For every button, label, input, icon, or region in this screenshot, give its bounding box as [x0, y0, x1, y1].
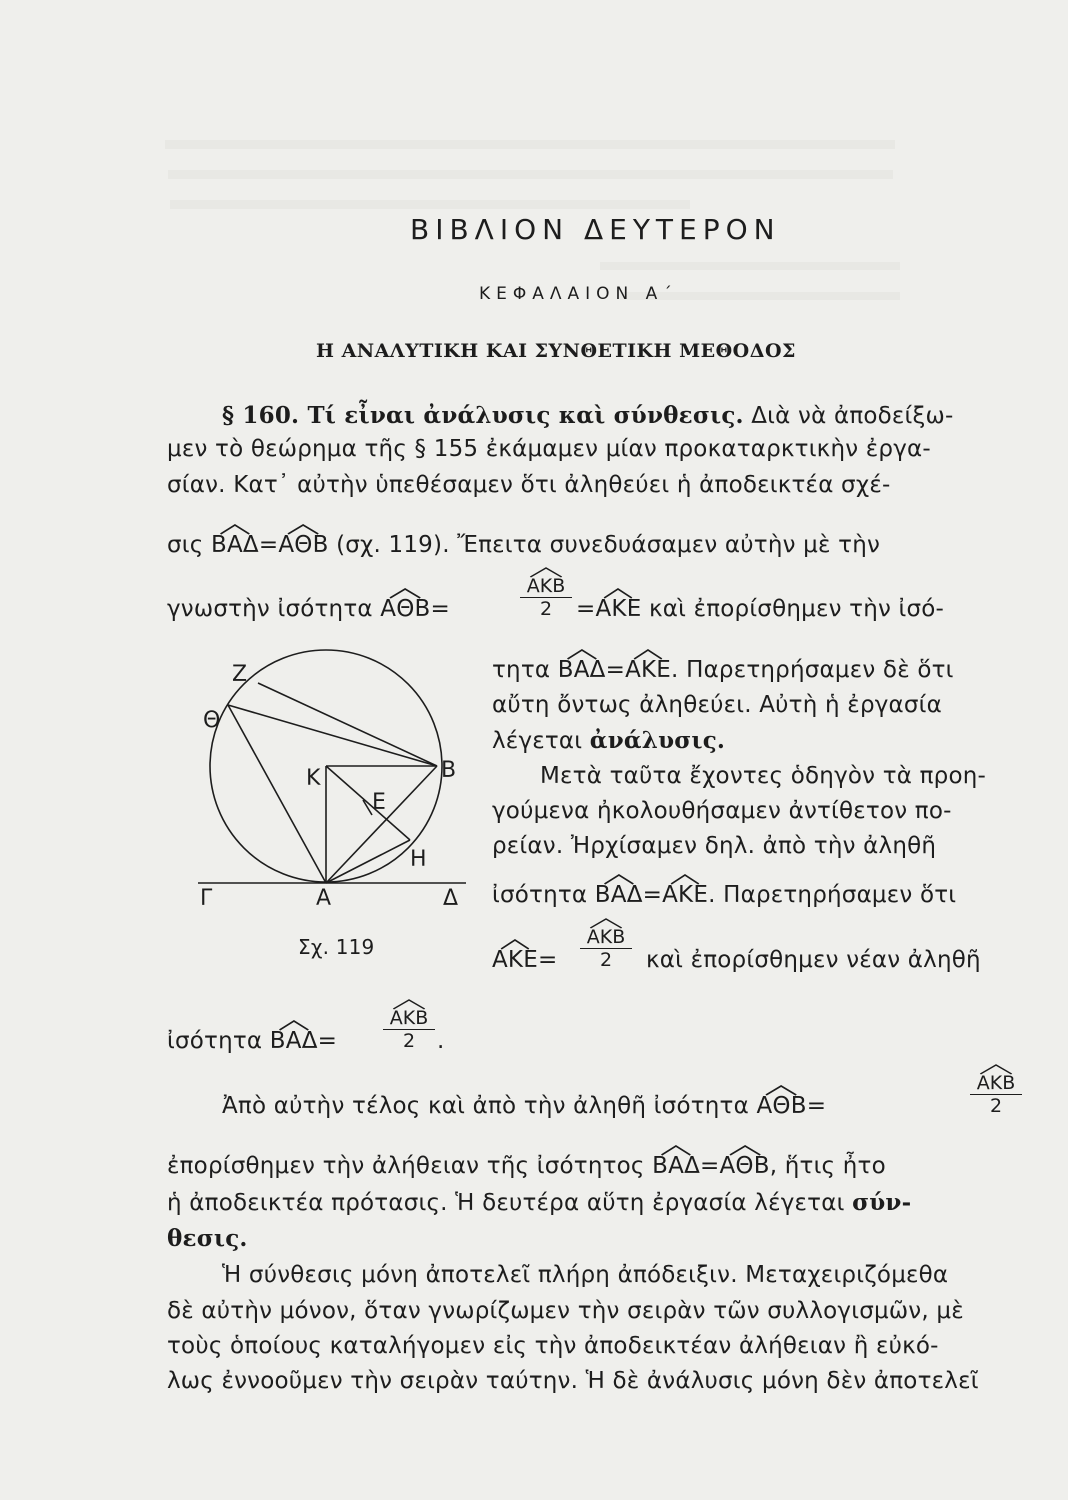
fraction-akb-2: ΑΚΒ 2: [970, 1072, 1022, 1117]
p2-line10: θεσις.: [167, 1225, 248, 1252]
p3-line2: δὲ αὐτὴν μόνον, ὅταν γνωρίζωμεν τὴν σειρὰν τῶν συλλογισμῶν, μὲ: [167, 1298, 964, 1324]
section-title: Η ΑΝΑΛΥΤΙΚΗ ΚΑΙ ΣΥΝΘΕΤΙΚΗ ΜΕΘΟΔΟΣ: [316, 340, 796, 362]
label-delta: Δ: [443, 886, 459, 911]
fraction-akb-2: ΑΚΒ 2: [520, 575, 572, 620]
label-z: Ζ: [232, 662, 248, 687]
chapter-heading: ΚΕΦΑΛΑΙΟΝ Α΄: [479, 284, 678, 304]
p3-line1: Ἡ σύνθεσις μόνη ἀποτελεῖ πλήρη ἀπόδειξιν. Μεταχειριζόμεθα: [222, 1262, 949, 1288]
line-theta-a: [228, 705, 326, 883]
bleed-through: [170, 200, 690, 209]
p1-line8: λέγεται ἀνάλυσις.: [492, 727, 726, 754]
p1-line3: σίαν. Κατ᾽ αὐτὴν ὑπεθέσαμεν ὅτι ἀληθεύει ἡ ἀποδεικτέα σχέ-: [167, 472, 891, 498]
p1-line2: μεν τὸ θεώρημα τῆς § 155 ἐκάμαμεν μίαν προκαταρκτικὴν ἐργα-: [167, 436, 931, 462]
label-k: Κ: [306, 766, 321, 791]
p2-line9: ἡ ἀποδεικτέα πρότασις. Ἡ δευτέρα αὕτη ἐργασία λέγεται σύν-: [167, 1189, 912, 1216]
bleed-through: [600, 262, 900, 270]
fraction-akb-2: ΑΚΒ 2: [383, 1007, 435, 1052]
line-a-h: [326, 840, 410, 883]
p1-line5: γνωστὴν ἰσότητα ΑΘΒ=: [167, 596, 450, 622]
p1-line6: τητα ΒΑΔ= ΑΚΕ. Παρετηρήσαμεν δὲ ὅτι: [492, 657, 954, 683]
p2-line8: ἐπορίσθημεν τὴν ἀλήθειαν τῆς ἰσότητος ΒΑΔ= ΑΘΒ, ἥτις ἦτο: [167, 1153, 886, 1179]
line-z-b: [258, 683, 437, 766]
line-theta-b: [228, 705, 437, 766]
label-gamma: Γ: [200, 886, 213, 911]
p2-line7: Ἀπὸ αὐτὴν τέλος καὶ ἀπὸ τὴν ἀληθῆ ἰσότητα ΑΘΒ=: [222, 1093, 826, 1119]
label-h: Η: [410, 847, 427, 872]
book-title: ΒΙΒΛΙΟΝ ΔΕΥΤΕΡΟΝ: [410, 213, 781, 246]
bleed-through: [165, 140, 895, 149]
p2-line1: Μετὰ ταῦτα ἔχοντες ὁδηγὸν τὰ προη-: [540, 763, 987, 789]
bleed-through: [168, 170, 893, 179]
p3-line3: τοὺς ὁποίους καταλήγομεν εἰς τὴν ἀποδεικτέαν ἀλήθειαν ἢ εὐκό-: [167, 1333, 939, 1359]
label-a: Α: [316, 886, 332, 911]
p1-line4: σις ΒΑΔ= ΑΘΒ (σχ. 119). Ἔπειτα συνεδυάσαμεν αὐτὴν μὲ τὴν: [167, 532, 880, 558]
p2-line3: ρείαν. Ἠρχίσαμεν δηλ. ἀπὸ τὴν ἀληθῆ: [492, 833, 937, 859]
p2-line5: ΑΚΕ=: [492, 947, 557, 973]
p2-line2: γούμενα ἠκολουθήσαμεν ἀντίθετον πο-: [492, 798, 952, 824]
p1-line7: αὔτη ὄντως ἀληθεύει. Αὐτὴ ἡ ἐργασία: [492, 692, 943, 718]
line-k-h: [326, 766, 410, 840]
p2-line6: ἰσότητα ΒΑΔ=: [167, 1028, 337, 1054]
figure-caption: Σχ. 119: [298, 935, 375, 959]
fraction-akb-2: ΑΚΒ 2: [580, 926, 632, 971]
angle-bad: ΒΑΔ: [211, 532, 259, 558]
label-e: Ε: [372, 790, 386, 815]
label-b: Β: [441, 758, 457, 783]
p1-line1: § 160. Τί εἶναι ἀνάλυσις καὶ σύνθεσις. Διὰ νὰ ἀποδείξω-: [222, 402, 954, 429]
p2-line4: ἰσότητα ΒΑΔ= ΑΚΕ. Παρετηρήσαμεν ὅτι: [492, 882, 956, 908]
p1-line5-rest: = ΑΚΕ καὶ ἐπορίσθημεν τὴν ἰσό-: [576, 596, 944, 622]
angle-atheta-b: ΑΘΒ: [278, 532, 328, 558]
section-ref: § 160. Τί εἶναι ἀνάλυσις καὶ σύνθεσις.: [222, 402, 744, 429]
p2-line5-rest: καὶ ἐπορίσθημεν νέαν ἀληθῆ: [646, 947, 981, 973]
p3-line4: λως ἐννοοῦμεν τὴν σειρὰν ταύτην. Ἡ δὲ ἀνάλυσις μόνη δὲν ἀποτελεῖ: [167, 1368, 979, 1394]
label-theta: Θ: [203, 708, 221, 733]
